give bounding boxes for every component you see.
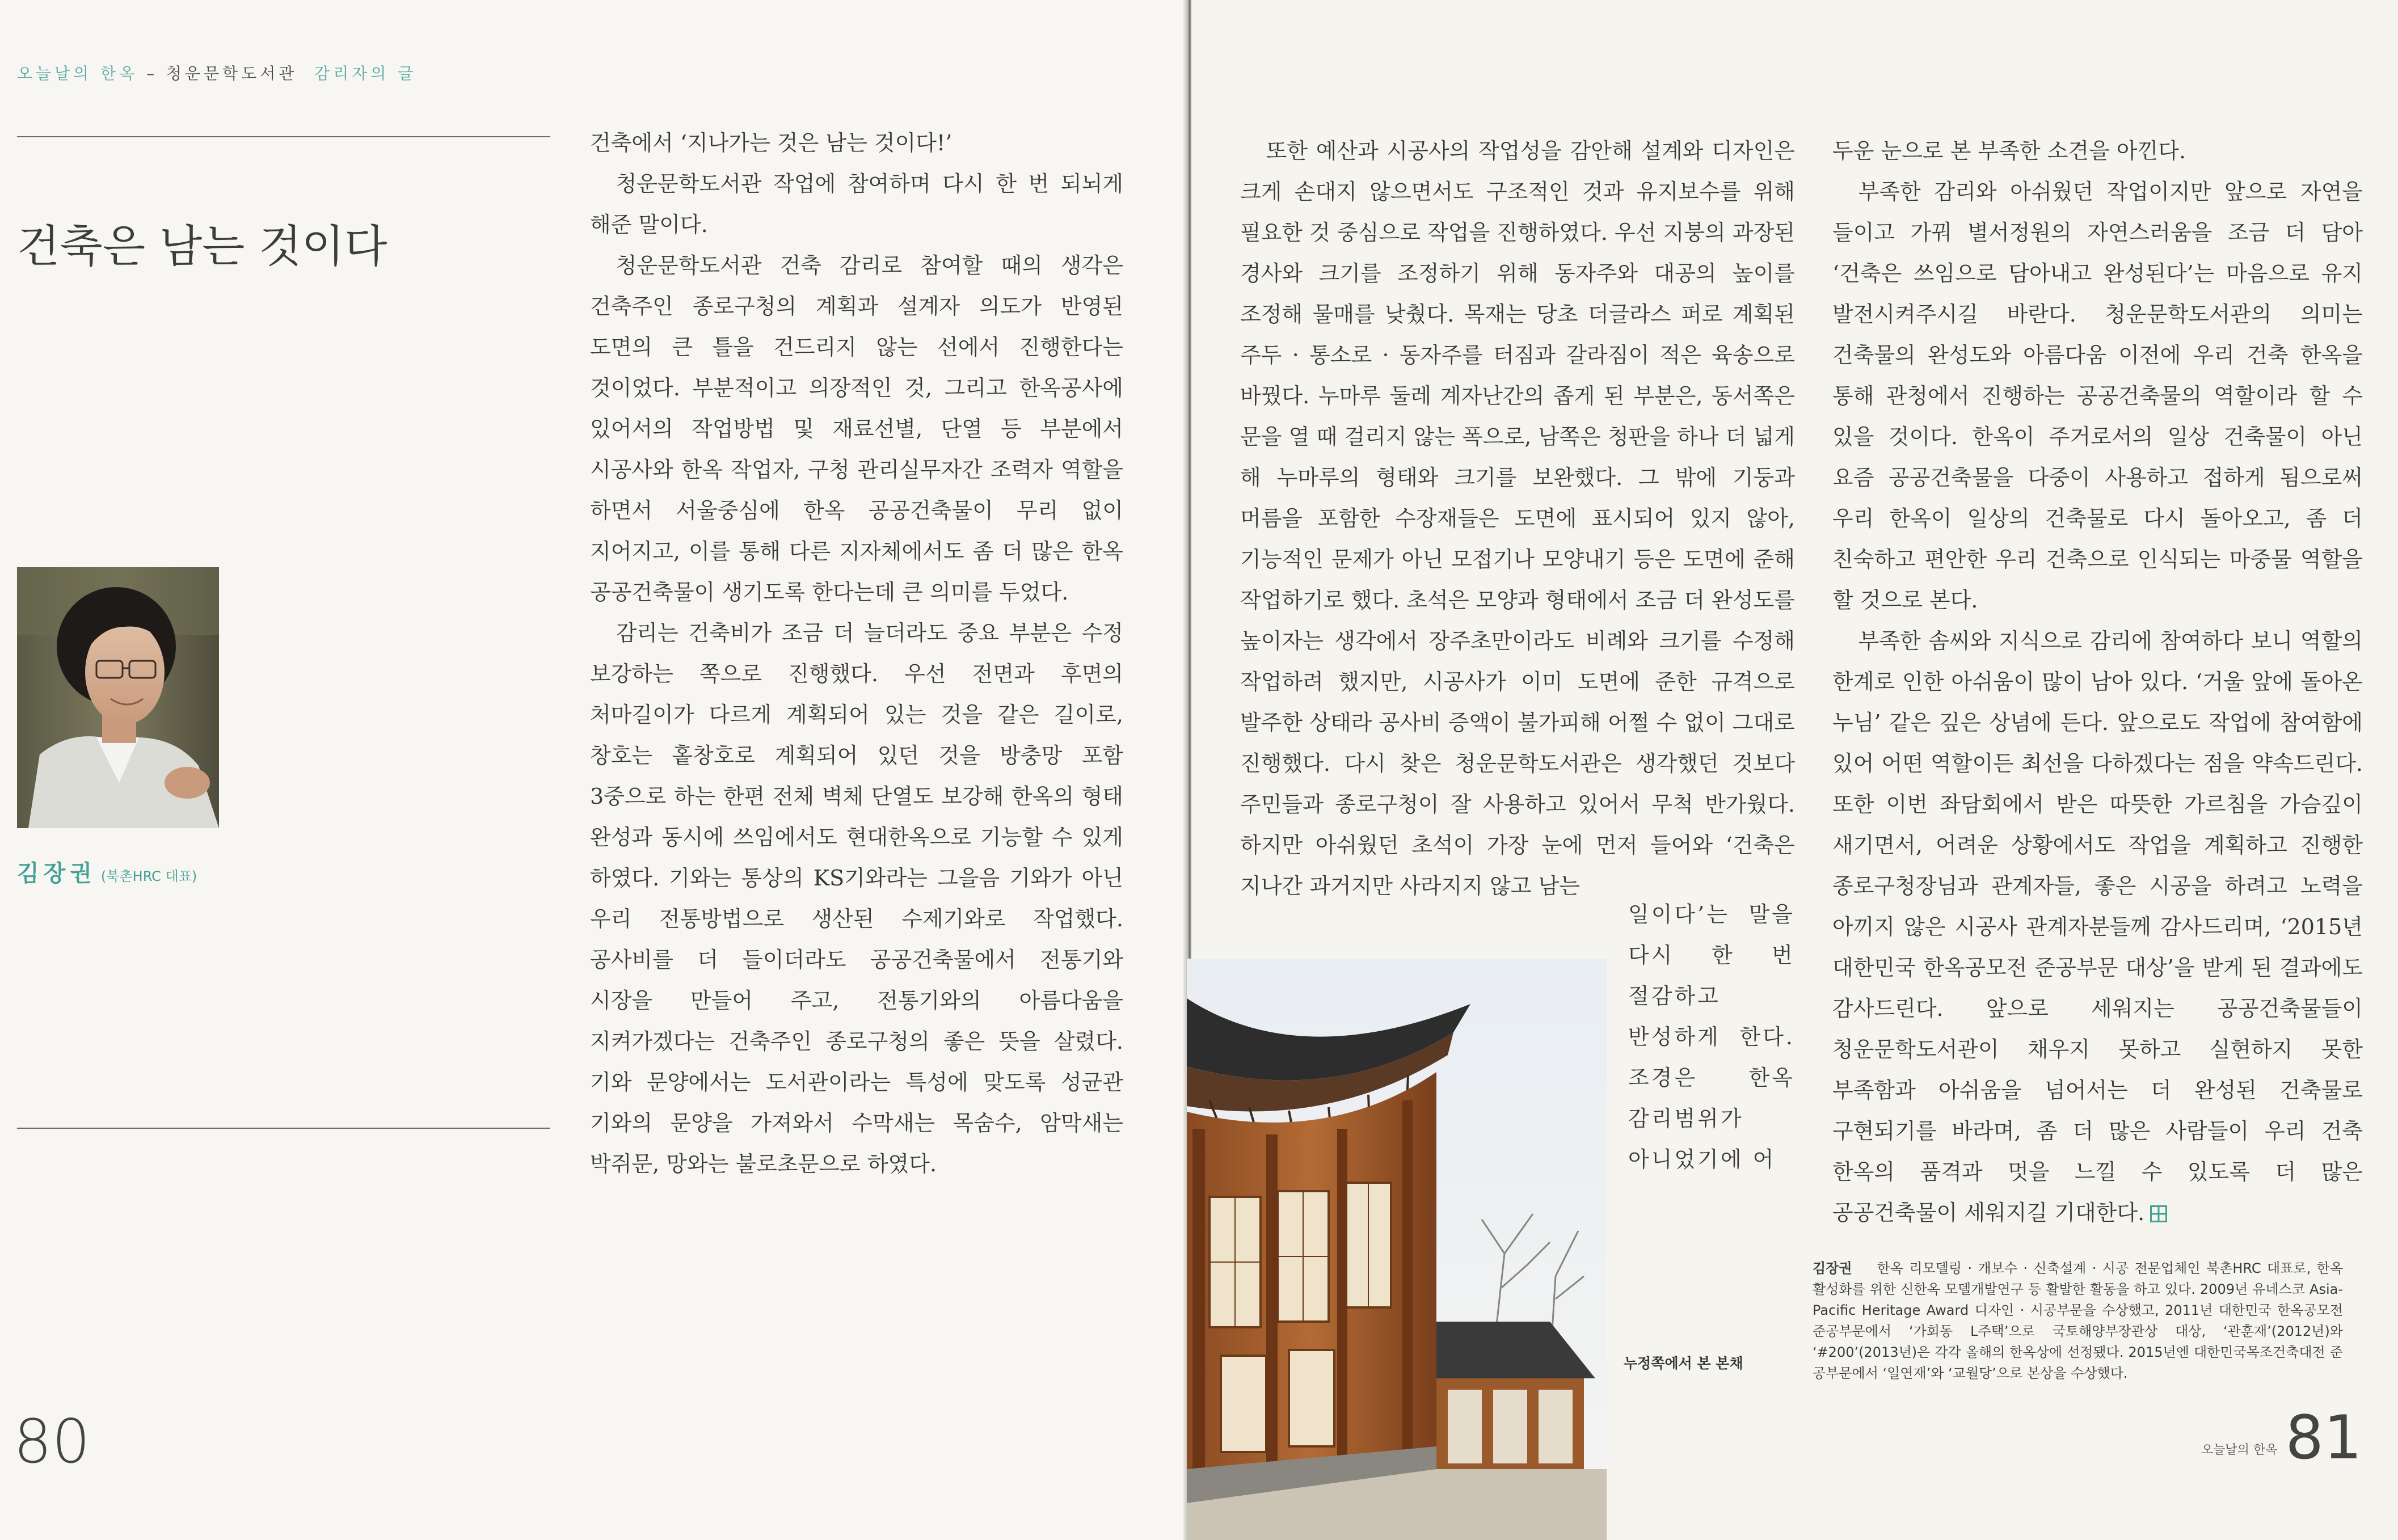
body-paragraph-tail: 일이다’는 말을 다시 한 번 절감하고 반성하게 한다. 조경은 한옥 감리범위가 아니었기에 어 [1628, 902, 1795, 1172]
body-paragraph: 청운문학도서관 건축 감리로 참여할 때의 생각은 건축주인 종로구청의 계획과 설계자 의도가 반영된 도면의 큰 틀을 건드리지 않는 선에서 진행한다는 것이었다. 부분적이고 의장적인 것, 그리고 한옥공사에 있어서의 작업방법 및 재료선별, 단열 등 부분에서 시공사와 한옥 작업자, 구청 관리실무자간 조력자 역할을 하면서 서울중심에 한옥 공공건축물이 무리 없이 지어지고, 이를 통해 다른 지자체에서도 좀 더 많은 한옥 공공건축물이 생기도록 한다는데 큰 의미를 두었다. [590, 253, 1123, 605]
bio-text: 한옥 리모델링 · 개보수 · 신축설계 · 시공 전문업체인 북촌HRC 대표로, 한옥 활성화를 위한 신한옥 모델개발연구 등 활발한 활동을 하고 있다. 2009년 유네스코 Asia-Pacific Heritage Award 디자인 · 시공부문을 수상했고, 2011년 대한민국 한옥공모전 준공부문에서 ‘가회동 L주택’으로 국토해양부장관상 대상, ‘관훈재’(2012년)와 ‘#200’(2013년)은 각각 올해의 한옥상에 선정됐다. 2015년엔 대한민국목조건축대전 준공부문에서 ‘일연재’와 ‘교월당’으로 본상을 수상했다. [1813, 1260, 2343, 1381]
bio-name: 김장권 [1813, 1260, 1852, 1276]
running-head [17, 61, 416, 84]
body-paragraph: 부족한 감리와 아쉬웠던 작업이지만 앞으로 자연을 들이고 가꿔 별서정원의 자연스러움을 조금 더 담아 ‘건축은 쓰임으로 담아내고 완성된다’는 마음으로 유지 발전시켜주시길 바란다. 청운문학도서관의 의미는 건축물의 완성도와 아름다움 이전에 우리 건축 한옥을 통해 관청에서 진행하는 공공건축물의 역할이라 할 수 있을 것이다. 한옥이 주거로서의 일상 건축물이 아닌 요즘 공공건축물을 다중이 사용하고 접하게 됨으로써 우리 한옥이 일상의 건축물로 다시 돌아오고, 좀 더 친숙하고 편안한 우리 건축으로 인식되는 마중물 역할을 할 것으로 본다. [1832, 179, 2363, 613]
end-mark-icon [2150, 1205, 2167, 1222]
photo-caption: 누정쪽에서 본 본채 [1624, 1355, 1743, 1372]
running-head-subject: 청운문학도서관 [166, 64, 298, 83]
author-bio [1813, 1258, 2343, 1384]
author-name: 김장권 [17, 860, 96, 887]
hanok-photo [1187, 959, 1607, 1540]
running-head-separator: – [138, 64, 167, 83]
footer-magazine-label: 오늘날의 한옥 [2201, 1443, 2278, 1457]
body-paragraph: 청운문학도서관 작업에 참여하며 다시 한 번 되뇌게 해준 말이다. [590, 171, 1123, 237]
author-byline [17, 855, 197, 888]
body-paragraph: 건축에서 ‘지나가는 것은 남는 것이다!’ [590, 130, 953, 155]
page-number-left: 80 [14, 1407, 90, 1476]
author-affiliation: (북촌HRC 대표) [100, 868, 197, 884]
bottom-rule [17, 1128, 550, 1129]
right-body-column-1 [1240, 130, 1795, 906]
body-paragraph: 부족한 솜씨와 지식으로 감리에 참여하다 보니 역할의 한계로 인한 아쉬움이 많이 남아 있다. ‘거울 앞에 돌아온 누님’ 같은 깊은 상념에 든다. 앞으로도 작업에 참여함에 있어 어떤 역할이든 최선을 다하겠다는 점을 약속드린다. 또한 이번 좌담회에서 받은 따뜻한 가르침을 가슴깊이 새기면서, 어려운 상황에서도 작업을 계획하고 진행한 종로구청장님과 관계자들, 좋은 시공을 하려고 노력을 아끼지 않은 시공사 관계자분들께 감사드리며, ‘2015년 대한민국 한옥공모전 준공부문 대상’을 받게 된 결과에도 감사드린다. 앞으로 세워지는 공공건축물들이 청운문학도서관이 채우지 못하고 실현하지 못한 부족함과 아쉬움을 넘어서는 더 완성된 건축물로 구현되기를 바라며, 좀 더 많은 사람들이 우리 건축 한옥의 품격과 멋을 느낄 수 있도록 더 많은 공공건축물이 세워지길 기대한다. [1832, 628, 2363, 1225]
body-paragraph: 두운 눈으로 본 부족한 소견을 아낀다. [1832, 138, 2186, 163]
top-rule [17, 136, 550, 137]
right-body-column-1-tail [1628, 894, 1795, 1180]
right-footer [2201, 1403, 2362, 1473]
running-head-category: 감리자의 글 [314, 64, 417, 83]
left-body-column [590, 123, 1123, 1184]
author-portrait [17, 567, 219, 828]
article-title: 건축은 남는 것이다 [17, 221, 387, 272]
right-body-column-2 [1832, 130, 2363, 1233]
page-number-right: 81 [2285, 1403, 2362, 1473]
running-head-section: 오늘날의 한옥 [17, 64, 138, 83]
body-paragraph: 또한 예산과 시공사의 작업성을 감안해 설계와 디자인은 크게 손대지 않으면서도 구조적인 것과 유지보수를 위해 필요한 것 중심으로 작업을 진행하였다. 우선 지붕의 과장된 경사와 크기를 조정하기 위해 동자주와 대공의 높이를 조정해 물매를 낮췄다. 목재는 당초 더글라스 퍼로 계획된 주두 · 통소로 · 동자주를 터짐과 갈라짐이 적은 육송으로 바꿨다. 누마루 둘레 계자난간의 좁게 된 부분은, 동서쪽은 문을 열 때 걸리지 않는 폭으로, 남쪽은 청판을 하나 더 넓게 해 누마루의 형태와 크기를 보완했다. 그 밖에 기둥과 머름을 포함한 수장재들은 도면에 표시되어 있지 않아, 기능적인 문제가 아닌 모접기나 모양내기 등은 도면에 준해 작업하기로 했다. 초석은 모양과 형태에서 조금 더 완성도를 높이자는 생각에서 장주초만이라도 비례와 크기를 수정해 작업하려 했지만, 시공사가 이미 도면에 준한 규격으로 발주한 상태라 공사비 증액이 불가피해 어쩔 수 없이 그대로 진행했다. 다시 찾은 청운문학도서관은 생각했던 것보다 주민들과 종로구청이 잘 사용하고 있어서 무척 반가웠다. 하지만 아쉬웠던 초석이 가장 눈에 먼저 들어와 ‘건축은 지나간 과거지만 사라지지 않고 남는 [1240, 138, 1795, 898]
body-paragraph: 감리는 건축비가 조금 더 늘더라도 중요 부분은 수정 보강하는 쪽으로 진행했다. 우선 전면과 후면의 처마길이가 다르게 계획되어 있는 것을 같은 길이로, 창호는 홑창호로 계획되어 있던 것을 방충망 포함 3중으로 하는 한편 전체 벽체 단열도 보강해 한옥의 형태 완성과 동시에 쓰임에서도 현대한옥으로 기능할 수 있게 하였다. 기와는 통상의 KS기와라는 그을음 기와가 아닌 우리 전통방법으로 생산된 수제기와로 작업했다. 공사비를 더 들이더라도 공공건축물에서 전통기와 시장을 만들어 주고, 전통기와의 아름다움을 지켜가겠다는 건축주인 종로구청의 좋은 뜻을 살렸다. 기와 문양에서는 도서관이라는 특성에 맞도록 성균관 기와의 문양을 가져와서 수막새는 목숨수, 암막새는 박쥐문, 망와는 불로초문으로 하였다. [590, 621, 1123, 1176]
